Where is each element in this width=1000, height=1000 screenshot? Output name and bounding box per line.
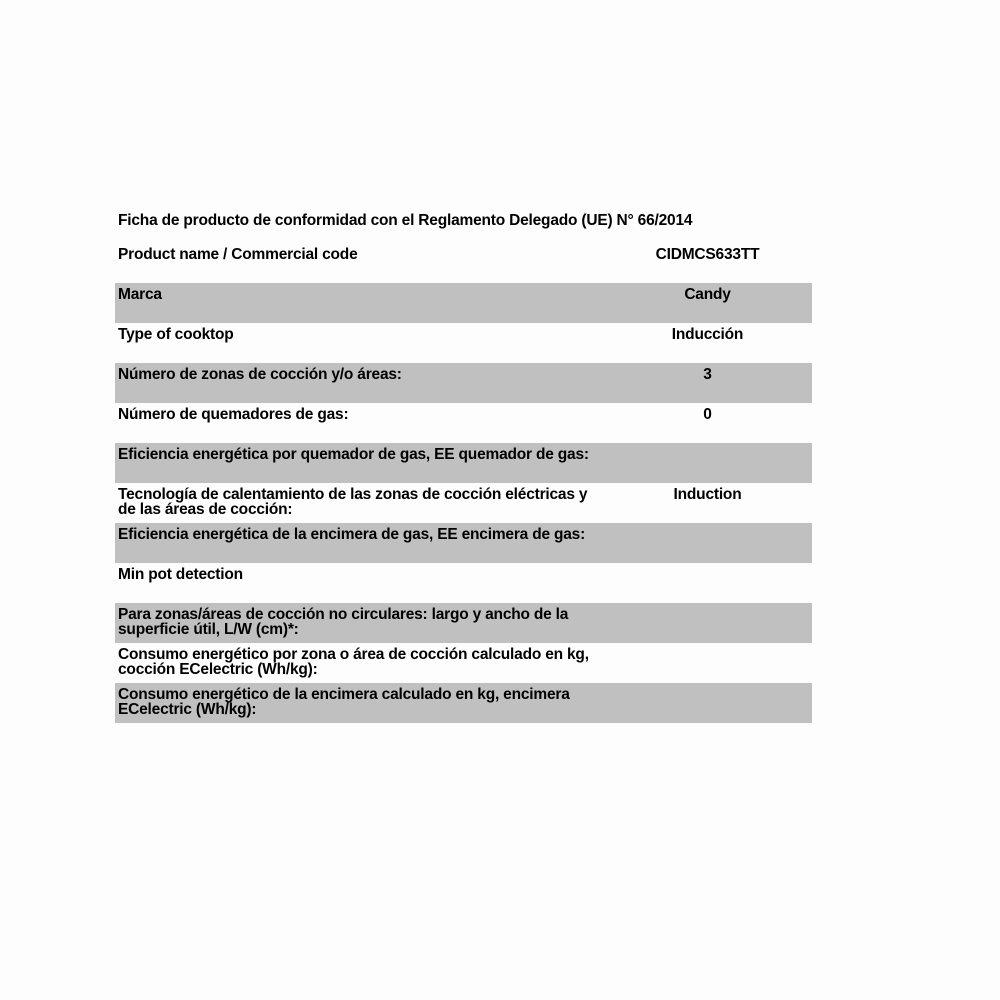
table-row-gas-hob-efficiency [115,523,812,563]
table-row-energy-per-zone [115,643,812,683]
row-label: Tecnología de calentamiento de las zonas de cocción eléctricas y de las áreas de cocción: [118,486,588,518]
table-row-gas-burners [115,403,812,443]
table-row-min-pot-detection [115,563,812,603]
row-label: Consumo energético por zona o área de cocción calculado en kg, cocción ECelectric (Wh/kg): [118,646,589,678]
row-label: Product name / Commercial code [118,246,358,263]
document-title: Ficha de producto de conformidad con el Reglamento Delegado (UE) N° 66/2014 [118,212,693,229]
table-row-cooking-zones [115,363,812,403]
row-value: Candy [684,286,731,303]
row-value: CIDMCS633TT [655,246,760,263]
row-value: Induction [673,486,742,503]
row-value: Inducción [671,326,744,343]
row-label: Número de zonas de cocción y/o áreas: [118,366,402,383]
row-label: Consumo energético de la encimera calculado en kg, encimera ECelectric (Wh/kg): [118,686,570,718]
table-row-gas-burner-efficiency [115,443,812,483]
row-label: Eficiencia energética por quemador de gas, EE quemador de gas: [118,446,589,463]
row-label: Para zonas/áreas de cocción no circulares: largo y ancho de la superficie útil, L/W (cm)*: [118,606,569,638]
row-label: Min pot detection [118,566,243,583]
table-row-heating-technology [115,483,812,523]
product-fiche-table [115,243,812,723]
row-value: 0 [703,406,712,423]
row-label: Marca [118,286,162,303]
table-row-cooktop-type [115,323,812,363]
row-label: Número de quemadores de gas: [118,406,349,423]
table-row-product-name [115,243,812,283]
row-value: 3 [703,366,712,383]
table-row-energy-hob [115,683,812,723]
table-row-brand [115,283,812,323]
row-label: Type of cooktop [118,326,234,343]
row-label: Eficiencia energética de la encimera de gas, EE encimera de gas: [118,526,586,543]
table-row-non-circular-zones [115,603,812,643]
